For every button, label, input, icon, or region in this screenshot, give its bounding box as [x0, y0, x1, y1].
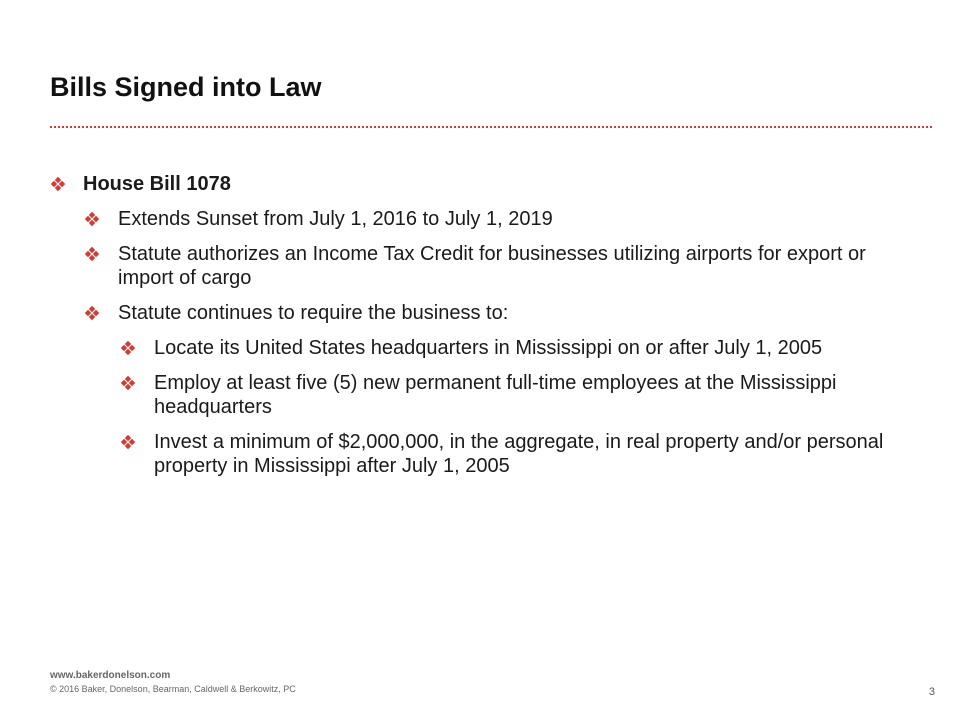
- bullet-text: House Bill 1078: [83, 173, 231, 195]
- diamond-bullet-icon: [120, 375, 136, 391]
- diamond-bullet-icon: [84, 246, 100, 262]
- bullet-item: [50, 301, 910, 325]
- page-number: 3: [928, 686, 935, 698]
- footer-url: www.bakerdonelson.com: [50, 670, 171, 681]
- diamond-bullet-icon: [120, 340, 136, 356]
- footer-copyright: © 2016 Baker, Donelson, Bearman, Caldwell & Berkowitz, PC: [50, 684, 296, 694]
- bullet-item: [50, 430, 910, 478]
- diamond-bullet-icon: [84, 211, 100, 227]
- diamond-bullet-icon: [84, 305, 100, 321]
- bullet-text: Locate its United States headquarters in Mississippi on or after July 1, 2005: [154, 337, 823, 359]
- bullet-text: Extends Sunset from July 1, 2016 to July 1, 2019: [118, 208, 553, 230]
- slide-title: Bills Signed into Law: [50, 72, 322, 102]
- bullet-text: Employ at least five (5) new permanent full-time employees at the Mississippi headquarters: [154, 372, 837, 418]
- bullet-text: Invest a minimum of $2,000,000, in the aggregate, in real property and/or personal property in Mississippi after July 1, 2005: [154, 431, 884, 477]
- bullet-text: Statute authorizes an Income Tax Credit for businesses utilizing airports for export or import of cargo: [118, 243, 866, 289]
- bullet-list: [50, 172, 910, 489]
- bullet-item: [50, 242, 910, 290]
- bullet-item: [50, 207, 910, 231]
- bullet-item: [50, 371, 910, 419]
- bullet-item: [50, 172, 910, 196]
- diamond-bullet-icon: [120, 434, 136, 450]
- bullet-item: [50, 336, 910, 360]
- bullet-text: Statute continues to require the business to:: [118, 302, 509, 324]
- title-divider: [50, 126, 932, 128]
- diamond-bullet-icon: [50, 176, 66, 192]
